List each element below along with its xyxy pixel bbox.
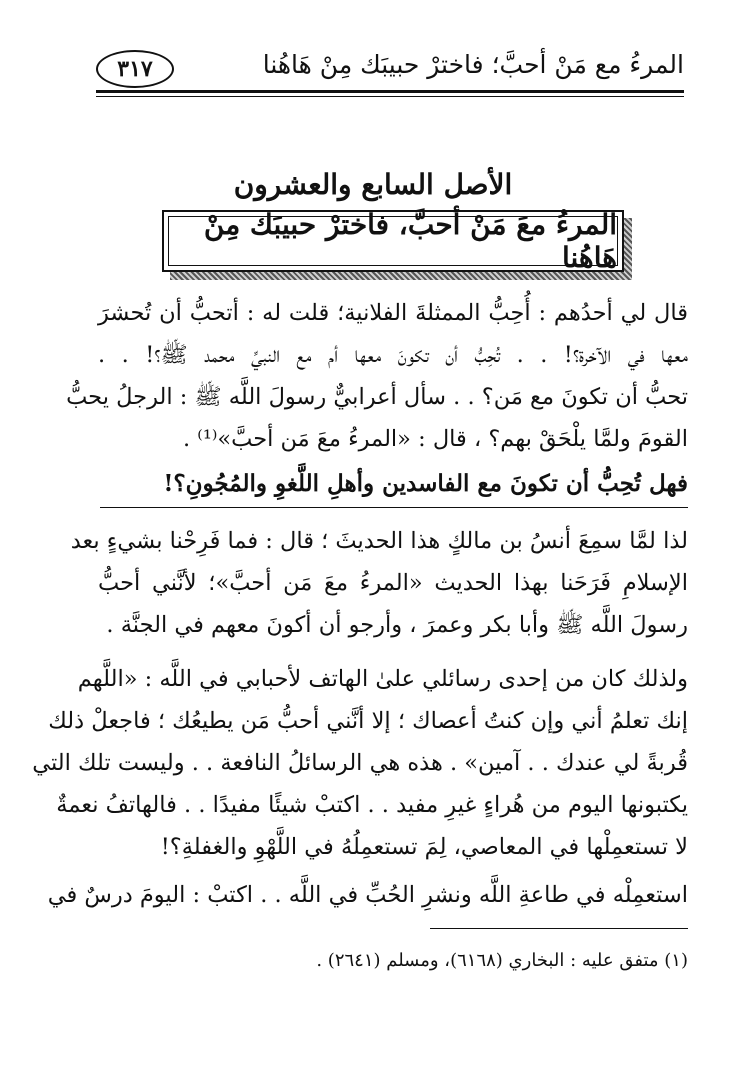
running-header — [96, 44, 684, 94]
footnote: (١) متفق عليه : البخاري (٦١٦٨)، ومسلم (٢٦٤١) . — [316, 950, 688, 971]
running-header-title: المرءُ مع مَنْ أحبَّ؛ فاخترْ حبيبَك مِنْ هَاهُنا — [262, 50, 684, 79]
paragraph-2 — [70, 520, 688, 646]
paragraph-line: استعمِلْه في طاعةِ اللَّه ونشرِ الحُبِّ في اللَّه . . اكتبْ : اليومَ درسٌ في — [47, 882, 688, 908]
paragraph-line: الإسلامِ فَرَحَنا بهذا الحديث «المرءُ معَ مَن أحبَّ»؛ لأنَّني أحبُّ — [98, 570, 688, 596]
paragraph-line: لا تستعمِلْها في المعاصي، لِمَ تستعمِلُهُ في اللَّهْوِ والغفلةِ؟! — [160, 834, 688, 860]
paragraph-line: يكتبونها اليوم من هُراءٍ غيرِ مفيد . . اكتبْ شيئًا مفيدًا . . فالهاتفُ نعمةٌ — [56, 792, 688, 818]
page-number: ٣١٧ — [96, 50, 174, 88]
paragraph-line: معها في الآخرة؟! . . تُحِبُّ أن تكونَ معها أم مع النبيِّ محمد ﷺ؟! . . — [98, 342, 688, 368]
boxed-title: المرءُ معَ مَنْ أحبَّ، فاخترْ حبيبَك مِنْ هَاهُنا — [168, 216, 618, 266]
header-rule-thin — [96, 96, 684, 97]
subheading: فهل تُحِبُّ أن تكونَ مع الفاسدين وأهلِ اللَّغوِ والمُجُونِ؟! — [163, 470, 688, 497]
paragraph-line: رسولَ اللَّه ﷺ وأبا بكر وعمرَ ، وأرجو أن أكونَ معهم في الجنَّة . — [106, 612, 688, 638]
subheading-rule — [100, 507, 688, 508]
paragraph-line: قُربةً لي عندك . . آمين» . هذه هي الرسائلُ النافعة . . وليست تلك التي — [32, 750, 688, 776]
paragraph-line: لذا لمَّا سمِعَ أنسُ بن مالكٍ هذا الحديثَ ؛ قال : فما فَرِحْنا بشيءٍ بعد — [70, 528, 688, 554]
paragraph-line: القومَ ولمَّا يلْحَقْ بهم؟ ، قال : «المرءُ معَ مَن أحبَّ»⁽¹⁾ . — [182, 426, 688, 452]
paragraph-1 — [66, 292, 688, 460]
paragraph-line: تحبُّ أن تكونَ مع مَن؟ . . سأل أعرابيٌّ رسولَ اللَّه ﷺ : الرجلُ يحبُّ — [66, 384, 688, 410]
paragraph-line: قال لي أحدُهم : أُحِبُّ الممثلةَ الفلانية؛ قلت له : أتحبُّ أن تُحشرَ — [98, 300, 688, 326]
paragraph-line: إنك تعلمُ أني وإن كنتُ أعصاك ؛ إلا أنَّني أحبُّ مَن يطيعُك ؛ فاجعلْ ذلك — [48, 708, 688, 734]
paragraph-4 — [47, 874, 688, 916]
footnote-rule — [430, 928, 688, 929]
paragraph-3 — [32, 658, 688, 868]
boxed-title-frame — [162, 210, 624, 272]
paragraph-line: ولذلك كان من إحدى رسائلي علىٰ الهاتف لأحبابي في اللَّه : «اللَّهم — [77, 666, 688, 692]
chapter-title: الأصل السابع والعشرون — [233, 168, 513, 201]
header-rule-thick — [96, 90, 684, 93]
